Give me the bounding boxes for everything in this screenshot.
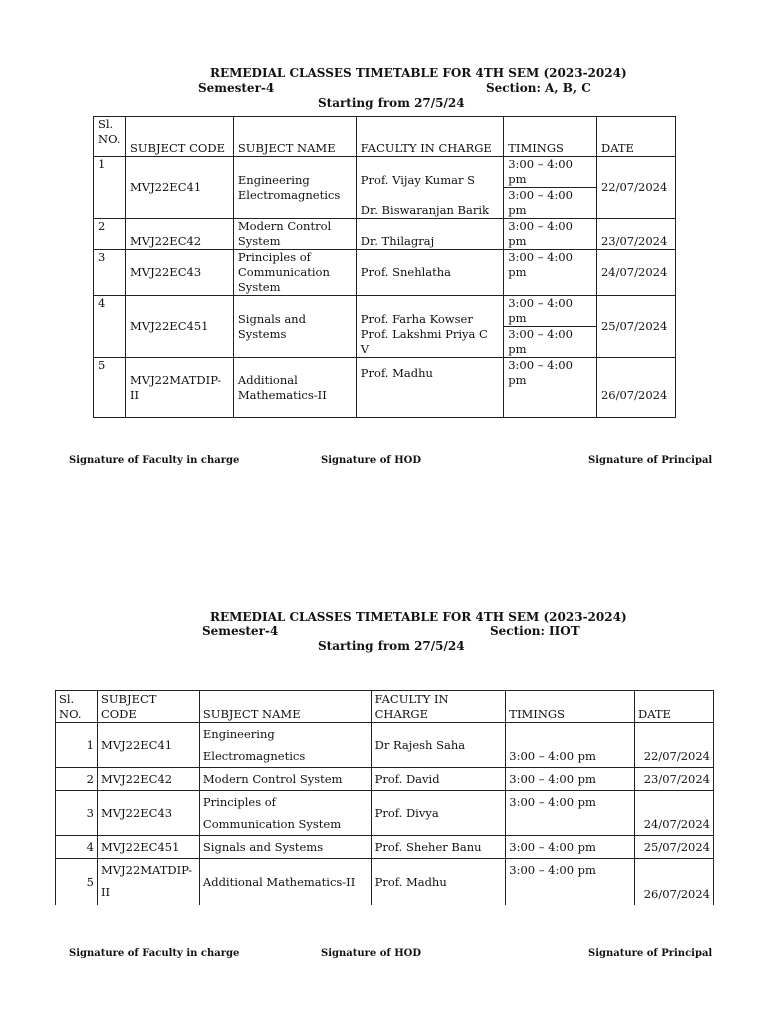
signature-faculty: Signature of Faculty in charge bbox=[69, 948, 240, 959]
timing-cell: 3:00 – 4:00 pm bbox=[504, 219, 597, 250]
timing-cell: 3:00 – 4:00 pm bbox=[504, 188, 597, 219]
table-row bbox=[56, 723, 714, 768]
date-cell: 26/07/2024 bbox=[634, 859, 713, 905]
subject-name-cell: Modern Control System bbox=[233, 219, 356, 250]
header-faculty: FACULTY IN CHARGE bbox=[371, 691, 506, 723]
signature-hod: Signature of HOD bbox=[321, 455, 422, 466]
sl-cell: 4 bbox=[94, 296, 126, 358]
sl-cell: 5 bbox=[94, 358, 126, 418]
subject-name-cell: Principles of Communication System bbox=[233, 250, 356, 296]
signature-principal: Signature of Principal bbox=[588, 455, 713, 466]
table-row bbox=[56, 836, 714, 859]
date-cell: 23/07/2024 bbox=[596, 219, 675, 250]
table-row bbox=[56, 791, 714, 836]
timing-cell: 3:00 – 4:00 pm bbox=[504, 296, 597, 327]
table-header-row bbox=[94, 117, 676, 157]
date-cell: 23/07/2024 bbox=[634, 768, 713, 791]
timing-cell: 3:00 – 4:00 pm bbox=[504, 250, 597, 296]
section-label: Section: A, B, C bbox=[486, 81, 591, 95]
signature-faculty: Signature of Faculty in charge bbox=[69, 455, 240, 466]
timing-cell: 3:00 – 4:00 pm bbox=[506, 859, 635, 905]
date-cell: 22/07/2024 bbox=[634, 723, 713, 768]
sl-cell: 2 bbox=[94, 219, 126, 250]
faculty-cell: Dr Rajesh Saha bbox=[371, 723, 506, 768]
subject-code-cell: MVJ22MATDIP-II bbox=[125, 358, 233, 418]
subject-code-cell: MVJ22EC42 bbox=[97, 768, 199, 791]
table-row bbox=[94, 358, 676, 418]
sl-cell: 1 bbox=[94, 157, 126, 219]
faculty-cell: Prof. Farha Kowser bbox=[356, 296, 503, 327]
faculty-cell: Dr. Biswaranjan Barik bbox=[356, 188, 503, 219]
faculty-cell: Prof. Divya bbox=[371, 791, 506, 836]
subject-code-cell: MVJ22EC43 bbox=[97, 791, 199, 836]
timing-cell: 3:00 – 4:00 pm bbox=[504, 327, 597, 358]
signature-hod: Signature of HOD bbox=[321, 948, 422, 959]
date-cell: 24/07/2024 bbox=[596, 250, 675, 296]
sl-cell: 4 bbox=[56, 836, 98, 859]
section-label: Section: IIOT bbox=[490, 624, 580, 638]
sl-cell: 1 bbox=[56, 723, 98, 768]
starting-date: Starting from 27/5/24 bbox=[318, 639, 465, 653]
timing-cell: 3:00 – 4:00 pm bbox=[506, 723, 635, 768]
subject-name-cell: Signals and Systems bbox=[233, 296, 356, 358]
faculty-cell: Prof. Lakshmi Priya C V bbox=[356, 327, 503, 358]
header-faculty: FACULTY IN CHARGE bbox=[356, 117, 503, 157]
subject-code-cell: MVJ22EC451 bbox=[97, 836, 199, 859]
subject-name-cell: Engineering Electromagnetics bbox=[199, 723, 371, 768]
subject-name-cell: Signals and Systems bbox=[199, 836, 371, 859]
timing-cell: 3:00 – 4:00 pm bbox=[506, 791, 635, 836]
semester-label: Semester-4 bbox=[198, 81, 275, 95]
faculty-cell: Prof. David bbox=[371, 768, 506, 791]
header-timings: TIMINGS bbox=[504, 117, 597, 157]
header-subject-name: SUBJECT NAME bbox=[199, 691, 371, 723]
faculty-cell: Prof. Madhu bbox=[356, 358, 503, 418]
timing-cell: 3:00 – 4:00 pm bbox=[506, 768, 635, 791]
header-timings: TIMINGS bbox=[506, 691, 635, 723]
faculty-cell: Prof. Vijay Kumar S bbox=[356, 157, 503, 188]
header-subject-code: SUBJECT CODE bbox=[125, 117, 233, 157]
subject-code-cell: MVJ22MATDIP-II bbox=[97, 859, 199, 905]
table-row bbox=[56, 859, 714, 905]
subject-name-cell: Additional Mathematics-II bbox=[233, 358, 356, 418]
subject-name-cell: Engineering Electromagnetics bbox=[233, 157, 356, 219]
subject-code-cell: MVJ22EC41 bbox=[125, 157, 233, 219]
subject-code-cell: MVJ22EC41 bbox=[97, 723, 199, 768]
semester-label: Semester-4 bbox=[202, 624, 279, 638]
subject-name-cell: Principles of Communication System bbox=[199, 791, 371, 836]
date-cell: 22/07/2024 bbox=[596, 157, 675, 219]
timetable bbox=[93, 116, 676, 418]
faculty-cell: Dr. Thilagraj bbox=[356, 219, 503, 250]
subject-code-cell: MVJ22EC43 bbox=[125, 250, 233, 296]
faculty-cell: Prof. Sheher Banu bbox=[371, 836, 506, 859]
page-title: REMEDIAL CLASSES TIMETABLE FOR 4TH SEM (2023-2024) bbox=[210, 66, 627, 80]
subject-name-cell: Modern Control System bbox=[199, 768, 371, 791]
timetable bbox=[55, 690, 714, 905]
date-cell: 26/07/2024 bbox=[596, 358, 675, 418]
date-cell: 24/07/2024 bbox=[634, 791, 713, 836]
sl-cell: 3 bbox=[94, 250, 126, 296]
starting-date: Starting from 27/5/24 bbox=[318, 96, 465, 110]
header-date: DATE bbox=[634, 691, 713, 723]
table-row bbox=[94, 219, 676, 250]
date-cell: 25/07/2024 bbox=[596, 296, 675, 358]
table-row bbox=[94, 296, 676, 327]
table-row bbox=[94, 157, 676, 188]
timing-cell: 3:00 – 4:00 pm bbox=[506, 836, 635, 859]
table-row bbox=[94, 250, 676, 296]
header-sl: Sl. NO. bbox=[56, 691, 98, 723]
table-row bbox=[56, 768, 714, 791]
sl-cell: 5 bbox=[56, 859, 98, 905]
timing-cell: 3:00 – 4:00 pm bbox=[504, 358, 597, 418]
header-date: DATE bbox=[596, 117, 675, 157]
header-subject-code: SUBJECT CODE bbox=[97, 691, 199, 723]
subject-code-cell: MVJ22EC42 bbox=[125, 219, 233, 250]
signature-principal: Signature of Principal bbox=[588, 948, 713, 959]
faculty-cell: Prof. Madhu bbox=[371, 859, 506, 905]
sl-cell: 3 bbox=[56, 791, 98, 836]
header-sl: Sl. NO. bbox=[94, 117, 126, 157]
subject-name-cell: Additional Mathematics-II bbox=[199, 859, 371, 905]
timing-cell: 3:00 – 4:00 pm bbox=[504, 157, 597, 188]
header-subject-name: SUBJECT NAME bbox=[233, 117, 356, 157]
date-cell: 25/07/2024 bbox=[634, 836, 713, 859]
table-header-row bbox=[56, 691, 714, 723]
page-title: REMEDIAL CLASSES TIMETABLE FOR 4TH SEM (2023-2024) bbox=[210, 610, 627, 624]
faculty-cell: Prof. Snehlatha bbox=[356, 250, 503, 296]
subject-code-cell: MVJ22EC451 bbox=[125, 296, 233, 358]
sl-cell: 2 bbox=[56, 768, 98, 791]
